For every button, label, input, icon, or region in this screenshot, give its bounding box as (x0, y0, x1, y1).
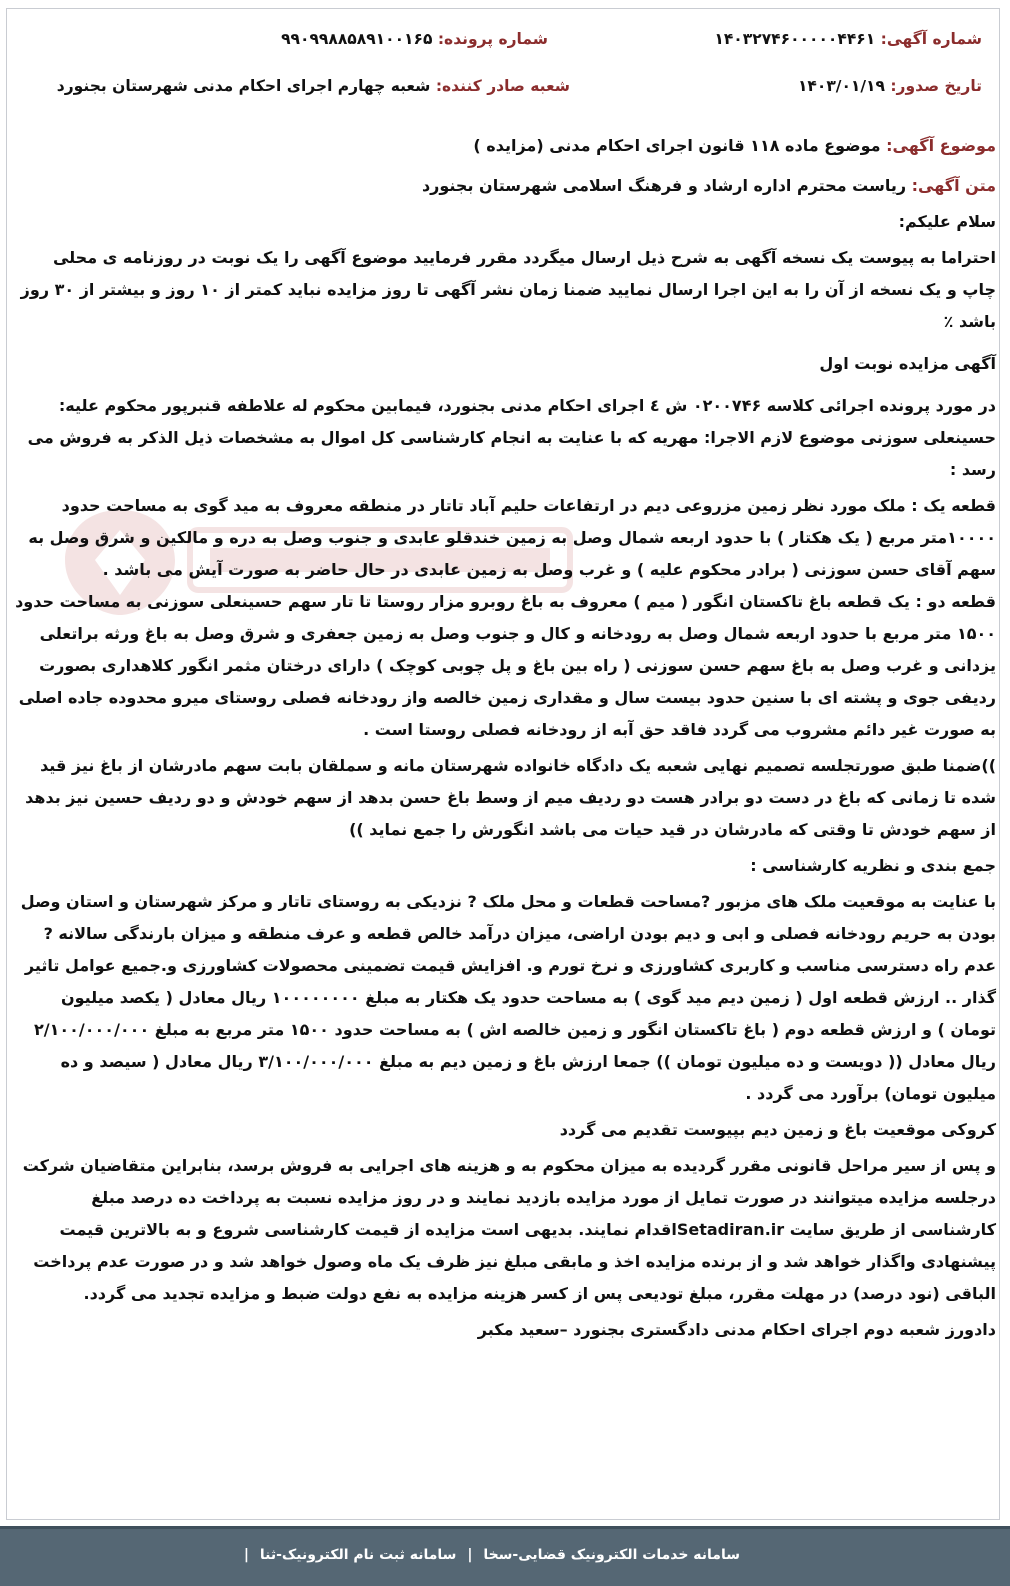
case-number (281, 30, 548, 48)
court-note-paragraph: ))ضمنا طبق صورتجلسه تصمیم نهایی شعبه یک دادگاه خانواده شهرستان مانه و سملقان بابت سهم مادرشان از باغ نیز قید شده تا زمانی که باغ در دست دو برادر هست دو ردیف میم از وسط باغ حسن بدهد از سهم خودش و دو ردیف حسین نیز بدهد از سهم خودش تا وقتی که مادرشان در قید حیات می باشد انگورش را جمع نماید )) (25, 756, 996, 839)
issue-date (798, 77, 982, 95)
footer-link-sakha[interactable]: سامانه خدمات الکترونیک قضایی-سخا (483, 1547, 740, 1563)
parcel-one-paragraph: قطعه یک : ملک مورد نظر زمین مزروعی دیم در ارتفاعات حلیم آباد تاتار در منطقه معروف به مید گوی به مساحت حدود ۱۰۰۰۰متر مربع ( یک هکتار ) با حدود اربعه شمال وصل به زمین خندقلو عابدی و جنوب وصل به دره و مالکین و شرق وصل به سهم آقای حسن سوزنی ( برادر محکوم علیه ) و غرب وصل به زمین عابدی در حال حاضر به صورت آیش می باشد . (28, 496, 996, 579)
case-number-value: ۹۹۰۹۹۸۸۵۸۹۱۰۰۱۶۵ (281, 30, 433, 48)
greeting: سلام علیکم: (898, 212, 996, 231)
sketch-note: کروکی موقعیت باغ و زمین دیم بپیوست تقدیم می گردد (559, 1120, 996, 1139)
ad-text-line (14, 170, 996, 202)
intro-paragraph: احتراما به پیوست یک نسخه آگهی به شرح ذیل ارسال میگردد مقرر فرمایید موضوع آگهی را یک نوبت در روزنامه ی محلی چاپ و یک نسخه از آن را به این اجرا ارسال نمایید ضمنا زمان نشر آگهی تا روز مزایده نباید کمتر از ۱۰ روز و بیشتر از ۳۰ روز باشد ٪ (20, 248, 996, 331)
subject-label: موضوع آگهی: (886, 136, 996, 155)
issuer-value: شعبه چهارم اجرای احکام مدنی شهرستان بجنورد (56, 77, 431, 95)
ad-number-label: شماره آگهی: (880, 30, 982, 48)
subject-line (14, 130, 996, 162)
ad-number (714, 30, 982, 48)
case-number-label: شماره پرونده: (437, 30, 548, 48)
footer-bar (0, 1526, 1010, 1586)
parcel-two-paragraph: قطعه دو : یک قطعه باغ تاکستان انگور ( میم ) معروف به باغ روبرو مزار روستا تا تار سهم حسینعلی سوزنی به مساحت حدود ۱۵۰۰ متر مربع با حدود اربعه شمال وصل به رودخانه و کال و جنوب وصل به زمین جعفری و شرق وصل به باغ ورثه براتعلی یزدانی و غرب وصل به باغ سهم حسن سوزنی ( راه بین باغ و پل چوبی کوچک ) دارای درختان مثمر انگور کلاهداری بصورت ردیفی جوی و پشته ای با سنین حدود بیست سال و مقداری زمین خالصه واز رودخانه فصلی روستای میرو محدوده جاده اصلی به صورت غیر دائم مشروب می گردد فاقد حق آبه از رودخانه فصلی روستا است . (15, 592, 996, 739)
subject-text: موضوع ماده ۱۱۸ قانون اجرای احکام مدنی (مزایده ) (473, 136, 881, 155)
issue-date-value: ۱۴۰۳/۰۱/۱۹ (797, 77, 885, 95)
procedure-paragraph: و پس از سیر مراحل قانونی مقرر گردیده به میزان محکوم به و هزینه های اجرایی به فروش برسد، بنابراین متقاضیان شرکت درجلسه مزایده میتوانند در صورت تمایل از مورد مزایده بازدید نمایند و در روز مزایده نسبت به پرداخت ده درصد مبلغ کارشناسی از طریق سایت Setadiran.irاقدام نمایند. بدیهی است مزایده از قیمت کارشناسی شروع و به بالاترین قیمت پیشنهادی واگذار خواهد شد و از برنده مزایده اخذ و مابقی مبلغ نیز ظرف یک ماه وصول خواهد شد و در صورت عدم پرداخت الباقی (نود درصد) در مهلت مقرر، مبلغ تودیعی پس از کسر هزینه مزایده به نفع دولت ضبط و مزایده تجدید می گردد. (22, 1156, 996, 1303)
expert-summary-title: جمع بندی و نظریه کارشناسی : (750, 856, 996, 875)
footer-separator-end: | (243, 1547, 249, 1563)
footer-separator: | (467, 1547, 473, 1563)
issue-date-label: تاریخ صدور: (890, 77, 982, 95)
signature-line: دادورز شعبه دوم اجرای احکام مدنی دادگستری بجنورد –سعید مکبر (477, 1320, 996, 1339)
footer-link-sana[interactable]: سامانه ثبت نام الکترونیک-ثنا (259, 1547, 457, 1563)
notice-body (14, 130, 996, 1346)
auction-title: آگهی مزایده نوبت اول (819, 354, 996, 373)
ad-text-value: ریاست محترم اداره ارشاد و فرهنگ اسلامی شهرستان بجنورد (421, 176, 907, 195)
issuer-label: شعبه صادر کننده: (435, 77, 570, 95)
ad-number-value: ۱۴۰۳۲۷۴۶۰۰۰۰۰۴۴۶۱ (714, 30, 876, 48)
expert-summary-paragraph: با عنایت به موقعیت ملک های مزبور ?مساحت قطعات و محل ملک ? نزدیکی به روستای تاتار و مرکز شهرستان و استان وصل بودن به حریم رودخانه فصلی و ابی و دیم بودن اراضی، میزان درآمد خالص قطعه و عرف منطقه و میزان بارندگی سالانه ? عدم راه دسترسی مناسب و کاربری کشاورزی و نرخ تورم و. افزایش قیمت تضمینی محصولات کشاورزی و.جمیع عوامل تاثیر گذار .. ارزش قطعه اول ( زمین دیم مید گوی ) به مساحت حدود یک هکتار به مبلغ ۱۰۰۰۰۰۰۰۰ ریال معادل ( یکصد میلیون تومان ) و ارزش قطعه دوم ( باغ تاکستان انگور و زمین خالصه اش ) به مساحت حدود ۱۵۰۰ متر مربع به مبلغ ۲/۱۰۰/۰۰۰/۰۰۰ ریال معادل (( دویست و ده میلیون تومان )) جمعا ارزش باغ و زمین دیم به مبلغ ۳/۱۰۰/۰۰۰/۰۰۰ ریال معادل ( سیصد و ده میلیون تومان) برآورد می گردد . (20, 892, 996, 1103)
ad-text-label: متن آگهی: (911, 176, 996, 195)
case-paragraph: در مورد پرونده اجرائی کلاسه ۰۲۰۰۷۴۶ ش ٤ اجرای احکام مدنی بجنورد، فیمابین محکوم له علاطفه قنبرپور محکوم علیه: حسینعلی سوزنی موضوع لازم الاجرا: مهریه که با عنایت به انجام کارشناسی کل اموال به مشخصات ذیل الذکر به فروش می رسد : (27, 396, 996, 479)
issuer (57, 77, 570, 95)
